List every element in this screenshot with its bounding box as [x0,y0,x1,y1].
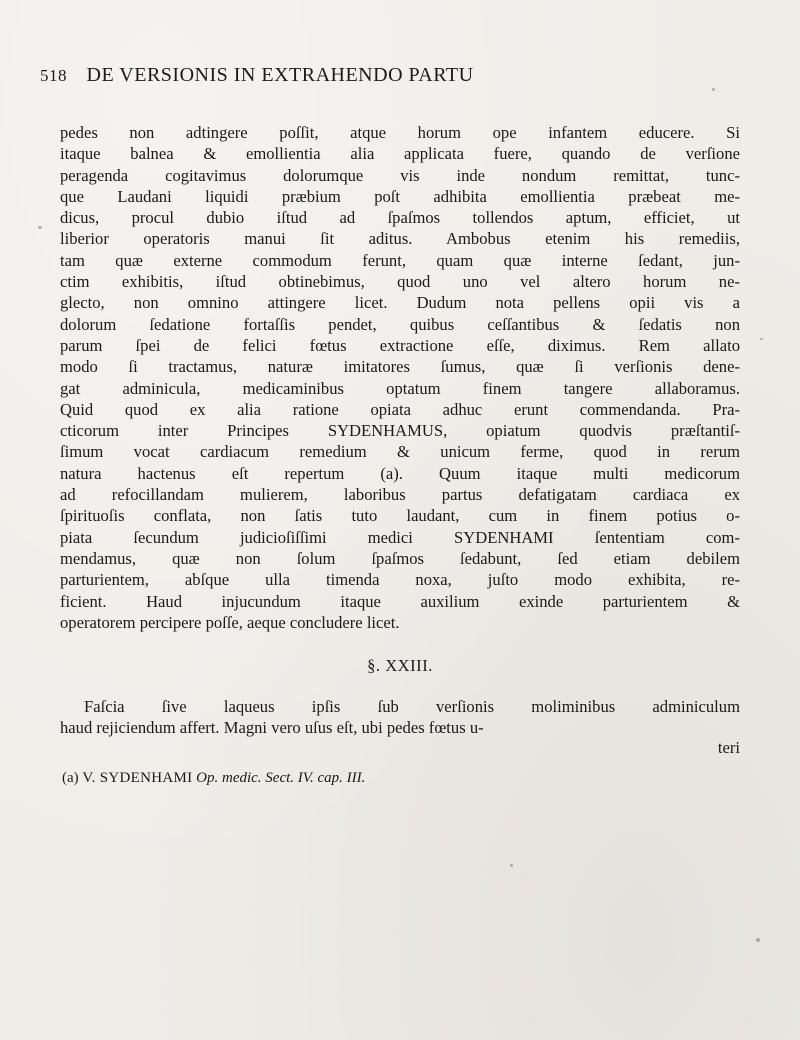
footnote-marker: (a) [62,770,79,786]
text-line: dicus, procul dubio iſtud ad ſpaſmos tollendos aptum, efficiet, ut [60,208,740,228]
text-line: mendamus, quæ non ſolum ſpaſmos ſedabunt, ſed etiam debilem [60,548,740,568]
text-line: liberior operatoris manui ſit aditus. Ambobus etenim his remediis, [60,229,740,249]
footnote-reference: Op. medic. Sect. IV. cap. III. [196,770,366,786]
text-line: glecto, non omnino attingere licet. Dudum nota pellens opii vis a [60,293,740,313]
text-line: itaque balnea & emollientia alia applicata fuere, quando de verſione [60,144,740,164]
paper-speck [756,938,760,942]
text-line: operatorem percipere poſſe, aeque concludere licet. [60,612,400,632]
footnote [62,770,722,787]
text-line: ficient. Haud injucundum itaque auxilium exinde parturientem & [60,591,740,611]
text-line: ſpirituoſis conflata, non ſatis tuto laudant, cum in finem potius o- [60,506,740,526]
text-line: ad refocillandam mulierem, laboribus partus defatigatam cardiaca ex [60,485,740,505]
footnote-author: V. SYDENHAMI [82,770,193,786]
running-title: DE VERSIONIS IN EXTRAHENDO PARTU [86,64,474,86]
page-number: 518 [40,66,67,85]
text-line: pedes non adtingere poſſit, atque horum ope infantem educere. Si [60,123,740,142]
paper-speck [760,338,763,340]
section-heading: §. XXIII. [367,656,433,675]
text-line: haud rejiciendum affert. Magni vero uſus eſt, ubi pedes fœtus u- [60,718,484,738]
text-line: que Laudani liquidi præbium poſt adhibita emollientia præbeat me- [60,186,740,206]
text-line: ctim exhibitis, iſtud obtinebimus, quod uno vel altero horum ne- [60,272,740,292]
running-head [40,64,680,87]
paper-speck [38,226,42,229]
main-paragraph [60,122,740,633]
text-line: peragenda cogitavimus dolorumque vis inde nondum remittat, tunc- [60,165,740,185]
text-line: parum ſpei de felici fœtus extractione eſſe, diximus. Rem allato [60,335,740,355]
text-line: natura hactenus eſt repertum (a). Quum itaque multi medicorum [60,463,740,483]
text-line: Quid quod ex alia ratione opiata adhuc erunt commendanda. Pra- [60,399,740,419]
text-line: parturientem, abſque ulla timenda noxa, juſto modo exhibita, re- [60,570,740,590]
text-line: gat adminicula, medicaminibus optatum finem tangere allaboramus. [60,378,740,398]
paper-speck [510,864,513,867]
text-line: tam quæ externe commodum ferunt, quam quæ interne ſedant, jun- [60,250,740,270]
text-line: Faſcia ſive laqueus ipſis ſub verſionis moliminibus adminiculum [84,697,740,716]
text-line: modo ſi tractamus, naturæ imitatores ſumus, quæ ſi verſionis dene- [60,357,740,377]
text-line: dolorum ſedatione fortaſſis pendet, quibus ceſſantibus & ſedatis non [60,314,740,334]
text-line: cticorum inter Principes SYDENHAMUS, opiatum quodvis præſtantiſ- [60,421,740,441]
text-line: ſimum vocat cardiacum remedium & unicum ferme, quod in rerum [60,442,740,462]
paper-speck [712,88,715,91]
second-paragraph [60,696,740,739]
text-line: piata ſecundum judicioſiſſimi medici SYDENHAMI ſententiam com- [60,527,740,547]
catchword: teri [717,738,740,757]
